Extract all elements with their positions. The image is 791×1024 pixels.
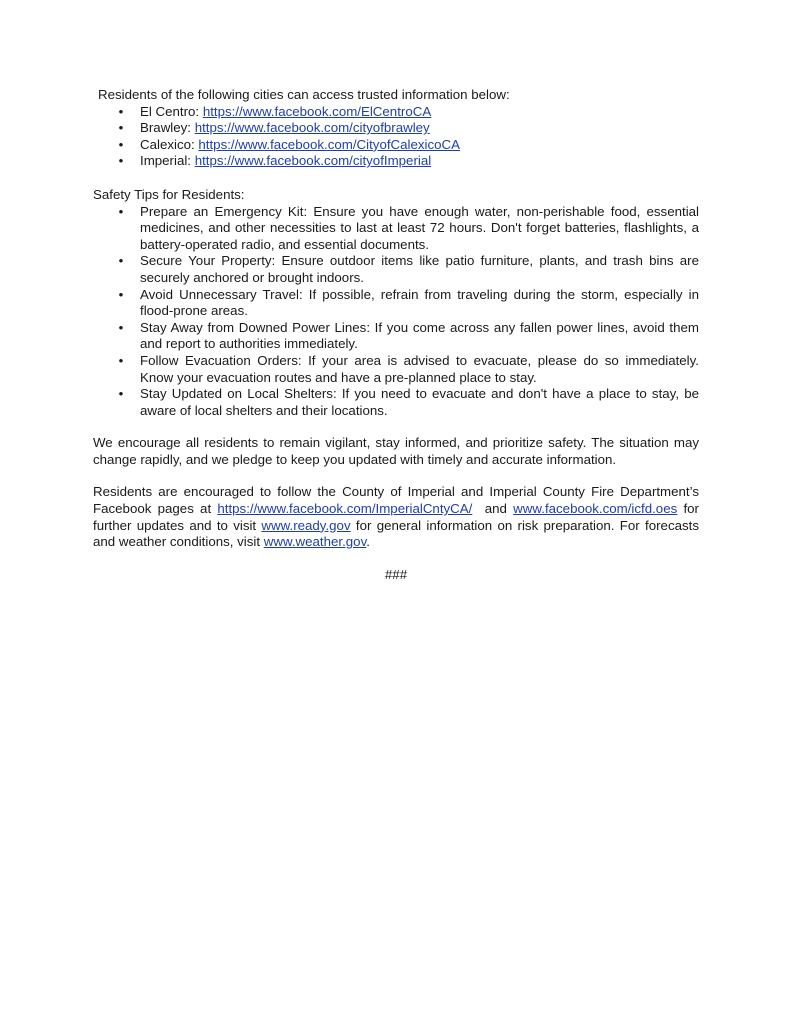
list-item <box>93 386 699 419</box>
city-name: Imperial: <box>140 153 191 169</box>
bullet-icon: • <box>118 136 124 152</box>
tip-text: Stay Updated on Local Shelters: If you need to evacuate and don't have a place to stay, be aware of local shelters and their locations. <box>140 386 699 418</box>
tip-text: Follow Evacuation Orders: If your area is advised to evacuate, please do so immediately. Know your evacuation routes and have a pre-planned place to stay. <box>140 352 699 385</box>
city-link[interactable]: https://www.facebook.com/ElCentroCA <box>202 103 432 119</box>
list-item <box>93 320 699 353</box>
tip-text: Stay Away from Downed Power Lines: If you come across any fallen power lines, avoid them and report to authorities immediately. <box>140 319 699 352</box>
ready-gov-link[interactable]: www.ready.gov <box>261 517 351 533</box>
bullet-icon: • <box>118 203 124 219</box>
list-item <box>93 253 699 286</box>
list-item <box>93 353 699 386</box>
follow-text-4: for general information on risk preparation. For forecasts and weather conditions, visit <box>93 517 699 550</box>
city-link[interactable]: https://www.facebook.com/cityofImperial <box>194 153 432 169</box>
list-item <box>93 104 699 121</box>
weather-gov-link[interactable]: www.weather.gov <box>263 534 367 550</box>
icfd-facebook-link[interactable]: www.facebook.com/icfd.oes <box>513 501 678 517</box>
bullet-icon: • <box>118 286 124 302</box>
city-name: Calexico: <box>140 136 195 152</box>
list-item <box>93 153 699 170</box>
city-link[interactable]: https://www.facebook.com/cityofbrawley <box>194 120 430 136</box>
tip-text: Prepare an Emergency Kit: Ensure you have enough water, non-perishable food, essential medicines, and other necessities to last at least 72 hours. Don't forget batteries, flashlights, a battery-operated radio, and essential documents. <box>140 203 699 252</box>
tip-text: Secure Your Property: Ensure outdoor items like patio furniture, plants, and trash bins are securely anchored or brought indoors. <box>140 253 699 285</box>
city-name: El Centro: <box>140 103 200 119</box>
bullet-icon: • <box>118 253 124 269</box>
list-item <box>93 204 699 254</box>
bullet-icon: • <box>118 319 124 335</box>
list-item <box>93 287 699 320</box>
follow-text-3: for further updates and to visit <box>93 501 699 533</box>
city-link[interactable]: https://www.facebook.com/CityofCalexicoCA <box>198 136 460 152</box>
cities-intro: Residents of the following cities can access trusted information below: <box>98 87 510 102</box>
county-facebook-link[interactable]: https://www.facebook.com/ImperialCntyCA/ <box>217 501 473 517</box>
tips-heading: Safety Tips for Residents: <box>93 186 245 202</box>
tip-text: Avoid Unnecessary Travel: If possible, refrain from traveling during the storm, especially in flood-prone areas. <box>140 286 699 319</box>
bullet-icon: • <box>118 352 124 368</box>
bullet-icon: • <box>118 386 124 402</box>
bullet-icon: • <box>118 153 124 169</box>
follow-text-5: . <box>366 534 370 550</box>
end-mark: ### <box>384 566 408 582</box>
bullet-icon: • <box>118 103 124 119</box>
follow-paragraph <box>93 484 699 550</box>
follow-text-1: Residents are encouraged to follow the County of Imperial and Imperial County Fire Department’s Facebook pages at <box>93 484 699 517</box>
list-item <box>93 137 699 154</box>
list-item <box>93 120 699 137</box>
tips-list <box>93 204 699 420</box>
city-name: Brawley: <box>140 120 191 136</box>
follow-text-2: and <box>472 501 514 517</box>
document-page <box>93 87 699 583</box>
vigilance-paragraph: We encourage all residents to remain vigilant, stay informed, and prioritize safety. The situation may change rapidly, and we pledge to keep you updated with timely and accurate information. <box>93 435 699 467</box>
cities-list <box>93 104 699 170</box>
bullet-icon: • <box>118 120 124 136</box>
